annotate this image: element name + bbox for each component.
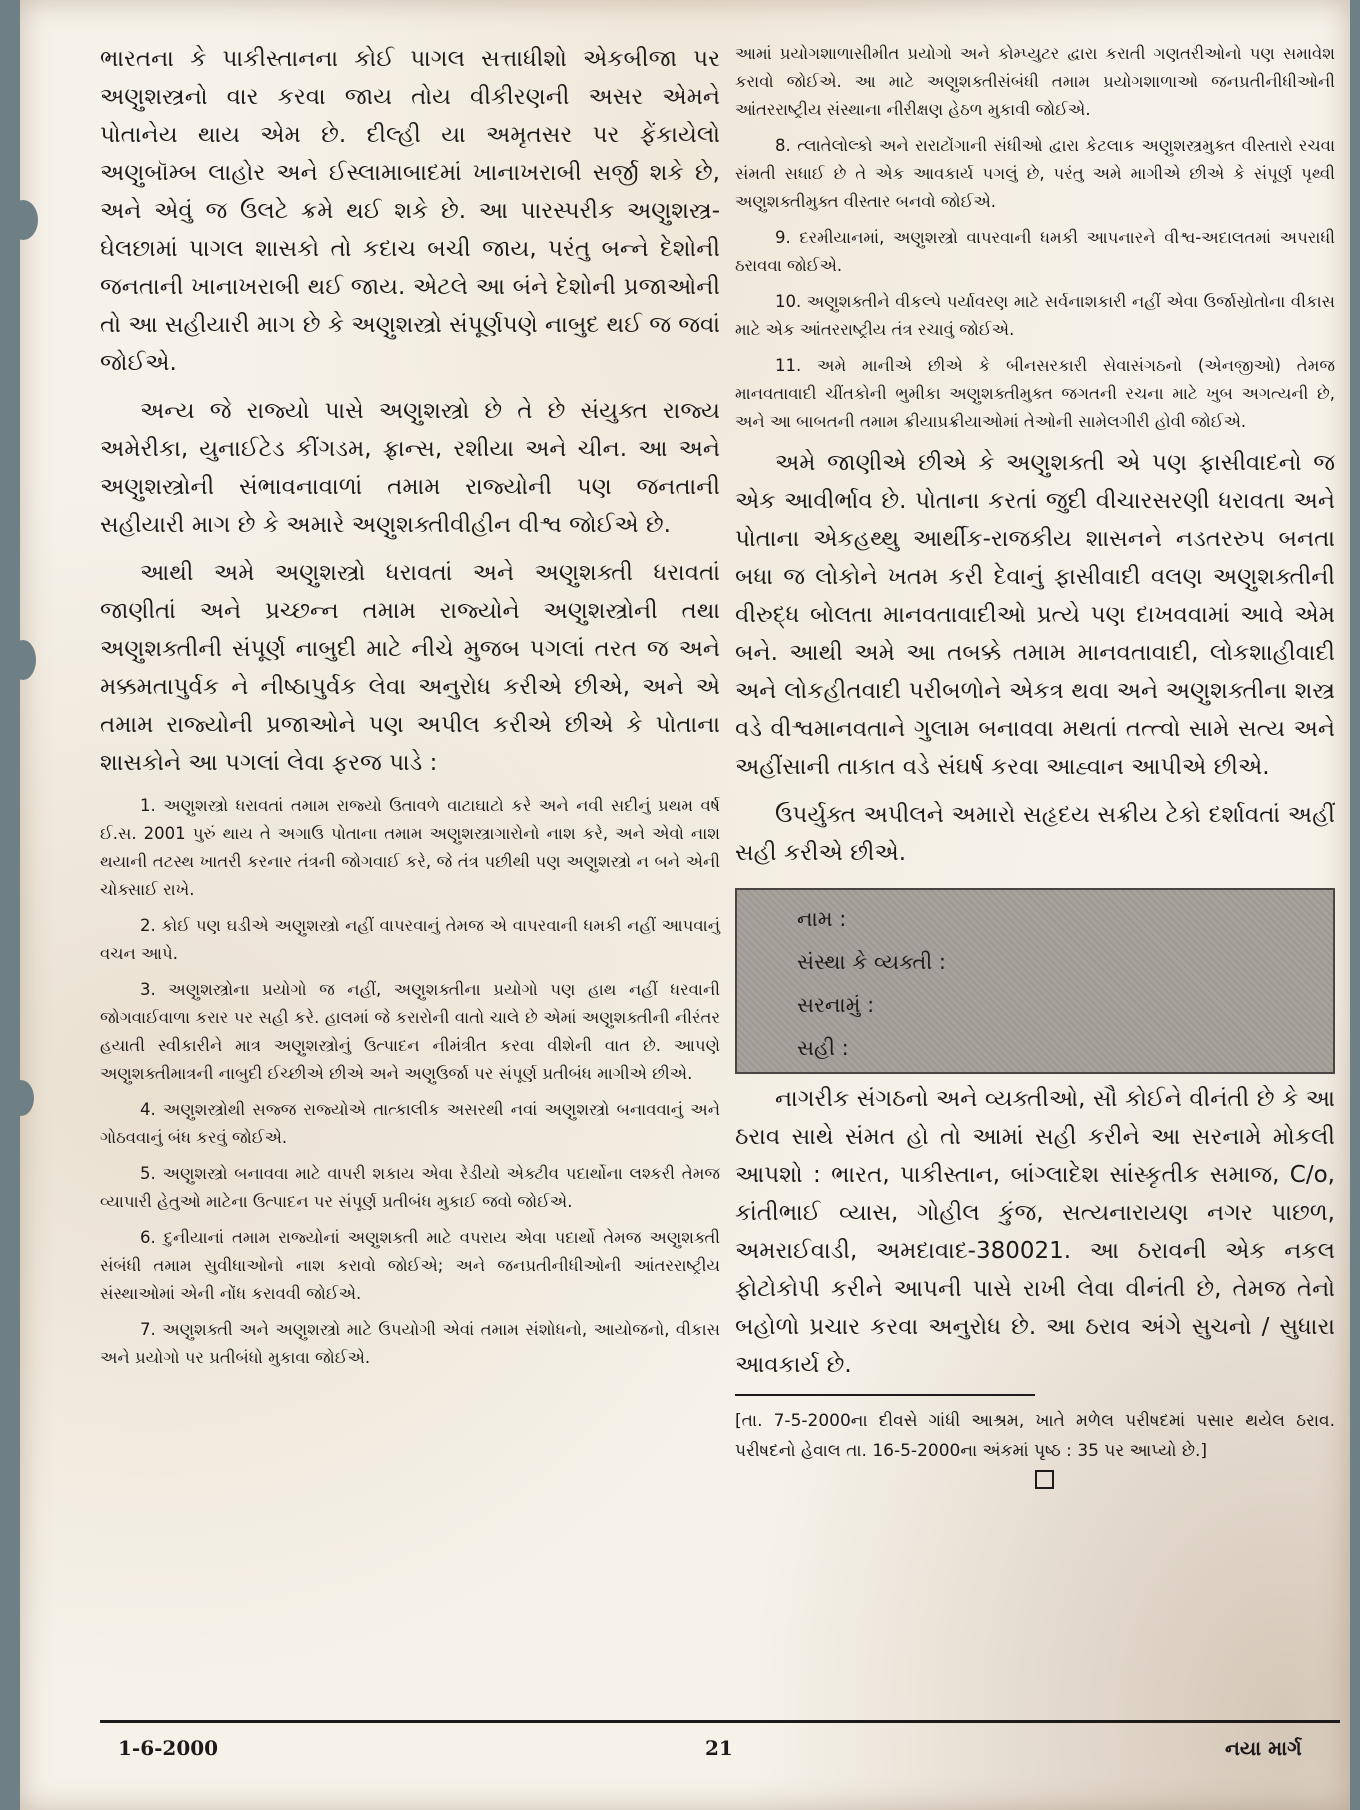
paragraph: આથી અમે અણુશસ્ત્રો ધરાવતાં અને અણુશક્તી ધરાવતાં જાણીતાં અને પ્રચ્છન્ન તમામ રાજ્યોને અણુશસ્ત્રોની તથા અણુશક્તીની સંપૂર્ણ નાબુદી માટે નીચે મુજબ પગલાં તરત જ અને મક્કમતાપુર્વક ને નીષ્ઠાપુર્વક લેવા અનુરોધ કરીએ છીએ, અને એ તમામ રાજ્યોની પ્રજાઓને પણ અપીલ કરીએ છીએ કે પોતાના શાસકોને આ પગલાં લેવા ફરજ પાડે : <box>100 560 720 776</box>
form-address-field[interactable]: સરનામું : <box>797 993 875 1017</box>
magazine-name: નયા માર્ગ <box>1225 1736 1302 1760</box>
paragraph: ભારતના કે પાકીસ્તાનના કોઈ પાગલ સત્તાધીશો એકબીજા પર અણુશસ્ત્રનો વાર કરવા જાય તોય વીકીરણની અસર એમને પોતાનેય થાય એમ છે. દીલ્હી યા અમૃતસર પર ફેંકાયેલો અણુબૉમ્બ લાહોર અને ઈસ્લામાબાદમાં ખાનાખરાબી સર્જી શકે છે, અને એવું જ ઉલટે ક્રમે થઈ શકે છે. આ પારસ્પરીક અણુશસ્ત્ર-ઘેલછામાં પાગલ શાસકો તો કદાચ બચી જાય, પરંતુ બન્ને દેશોની જનતાની ખાનાખરાબી થઈ જાય. એટલે આ બંને દેશોની પ્રજાઓની તો આ સહીયારી માગ છે કે અણુશસ્ત્રો સંપૂર્ણપણે નાબુદ થઈ જ જવાં જોઈએ. <box>100 46 720 376</box>
demand-item: 9. દરમીયાનમાં, અણુશસ્ત્રો વાપરવાની ધમકી આપનારને વીશ્વ-અદાલતમાં અપરાધી ઠરાવવા જોઈએ. <box>735 228 1335 275</box>
page-tear <box>8 200 38 240</box>
demand-item: 8. ત્લાતેલોલ્કો અને રારાટોંગાની સંધીઓ દ્વારા કેટલાક અણુશસ્ત્રમુક્ત વીસ્તારો રચવા સંમતી સધાઈ છે તે એક આવકાર્ય પગલું છે, પરંતુ અમે માગીએ છીએ કે સંપૂર્ણ પૃથ્વી અણુશક્તીમુક્ત વીસ્તાર બનવો જોઈએ. <box>735 136 1335 211</box>
form-name-field[interactable]: નામ : <box>797 907 847 931</box>
issue-date: 1-6-2000 <box>118 1736 219 1760</box>
form-org-field[interactable]: સંસ્થા કે વ્યક્તી : <box>797 950 947 974</box>
demand-item: 10. અણુશક્તીને વીકલ્પે પર્યાવરણ માટે સર્વનાશકારી નહીં એવા ઉર્જાસ્રોતોના વીકાસ માટે એક આંતરરાષ્ટ્રીય તંત્ર રચાવું જોઈએ. <box>735 292 1335 339</box>
page-tear <box>8 1080 34 1116</box>
demand-item: 4. અણુશસ્ત્રોથી સજ્જ રાજ્યોએ તાત્કાલીક અસરથી નવાં અણુશસ્ત્રો બનાવવાનું અને ગોઠવવાનું બંધ કરવું જોઈએ. <box>100 1100 720 1147</box>
left-column <box>100 40 720 1380</box>
paragraph: અમે જાણીએ છીએ કે અણુશક્તી એ પણ ફાસીવાદનો જ એક આવીર્ભાવ છે. પોતાના કરતાં જુદી વીચારસરણી ધરાવતા અને પોતાના એકહથ્થુ આર્થીક-રાજકીય શાસનને નડતરરુપ બનતા બધા જ લોકોને ખતમ કરી દેવાનું ફાસીવાદી વલણ અણુશક્તીની વીરુદ્ધ બોલતા માનવતાવાદીઓ પ્રત્યે પણ દાખવવામાં આવે એમ બને. આથી અમે આ તબક્કે તમામ માનવતાવાદી, લોકશાહીવાદી અને લોકહીતવાદી પરીબળોને એકત્ર થવા અને અણુશક્તીના શસ્ત્ર વડે વીશ્વમાનવતાને ગુલામ બનાવવા મથતાં તત્ત્વો સામે સત્ય અને અહીંસાની તાકાત વડે સંઘર્ષ કરવા આહ્વાન આપીએ છીએ. <box>735 450 1335 780</box>
end-mark-icon <box>1035 1470 1054 1489</box>
demand-item: 3. અણુશસ્ત્રોના પ્રયોગો જ નહીં, અણુશક્તીના પ્રયોગો પણ હાથ નહીં ધરવાની જોગવાઈવાળા કરાર પર સહી કરે. હાલમાં જે કરારોની વાતો ચાલે છે એમાં અણુશક્તીની નીરંતર હયાતી સ્વીકારીને માત્ર અણુશસ્ત્રોનું ઉત્પાદન નીમંત્રીત કરવા વીશેની વાત છે. આપણે અણુશક્તીમાત્રની નાબુદી ઈચ્છીએ છીએ અને અણુઉર્જા પર સંપૂર્ણ પ્રતીબંધ માગીએ છીએ. <box>100 980 720 1083</box>
paragraph: અન્ય જે રાજ્યો પાસે અણુશસ્ત્રો છે તે છે સંયુક્ત રાજ્ય અમેરીકા, યુનાઈટેડ કીંગડમ, ફ્રાન્સ, રશીયા અને ચીન. આ અને અણુશસ્ત્રોની સંભાવનાવાળાં તમામ રાજ્યોની પણ જનતાની સહીયારી માગ છે કે અમારે અણુશક્તીવીહીન વીશ્વ જોઈએ છે. <box>100 398 720 538</box>
demand-item: 1. અણુશસ્ત્રો ધરાવતાં તમામ રાજ્યો ઉતાવળે વાટાઘાટો કરે અને નવી સદીનું પ્રથમ વર્ષ ઈ.સ. 2001 પુરું થાય તે અગાઉ પોતાના તમામ અણુશસ્ત્રાગારોનો નાશ કરે, અને એવો નાશ થયાની તટસ્થ ખાતરી કરનાર તંત્રની જોગવાઈ કરે, જે તંત્ર પછીથી પણ અણુશસ્ત્રો ન બને એની ચોક્સાઈ રાખે. <box>100 796 720 899</box>
demand-item: 6. દુનીયાનાં તમામ રાજ્યોનાં અણુશક્તી માટે વપરાય એવા પદાર્થો તેમજ અણુશક્તી સંબંધી તમામ સુવીધાઓનો નાશ કરાવો જોઈએ; અને જનપ્રતીનીધીઓની આંતરરાષ્ટ્રીય સંસ્થાઓમાં એની નોંધ કરાવવી જોઈએ. <box>100 1228 720 1303</box>
signature-form <box>735 888 1335 1074</box>
footer-divider <box>100 1720 1340 1723</box>
divider <box>735 1394 1035 1396</box>
right-column <box>735 40 1335 1489</box>
demand-item: 11. અમે માનીએ છીએ કે બીનસરકારી સેવાસંગઠનો (એનજીઓ) તેમજ માનવતાવાદી ચીંતકોની ભુમીકા અણુશક્તીમુક્ત જગતની રચના માટે ખુબ અગત્યની છે, અને આ બાબતની તમામ ક્રીયાપ્રક્રીયાઓમાં તેઓની સામેલગીરી હોવી જોઈએ. <box>735 356 1335 431</box>
demand-item-continued: આમાં પ્રયોગશાળાસીમીત પ્રયોગો અને કોમ્પ્યુટર દ્વારા કરાતી ગણતરીઓનો પણ સમાવેશ કરાવો જોઈએ. આ માટે અણુશક્તીસંબંધી તમામ પ્રયોગશાળાઓ જનપ્રતીનીધીઓની આંતરરાષ્ટ્રીય સંસ્થાના નીરીક્ષણ હેઠળ મુકાવી જોઈએ. <box>735 44 1335 119</box>
form-signature-field[interactable]: સહી : <box>797 1036 849 1060</box>
paragraph: ઉપર્યુક્ત અપીલને અમારો સહૃદય સક્રીય ટેકો દર્શાવતાં અહીં સહી કરીએ છીએ. <box>735 802 1335 866</box>
demand-item: 2. કોઈ પણ ઘડીએ અણુશસ્ત્રો નહીં વાપરવાનું તેમજ એ વાપરવાની ધમકી નહીં આપવાનું વચન આપે. <box>100 916 720 963</box>
page-tear <box>10 640 36 680</box>
footnote: [તા. 7-5-2000ના દીવસે ગાંધી આશ્રમ, ખાતે મળેલ પરીષદમાં પસાર થયેલ ઠરાવ. પરીષદનો હેવાલ તા. 16-5-2000ના અંકમાં પૃષ્ઠ : 35 પર આપ્યો છે.] <box>735 1411 1335 1461</box>
paragraph: નાગરીક સંગઠનો અને વ્યક્તીઓ, સૌ કોઈને વીનંતી છે કે આ ઠરાવ સાથે સંમત હો તો આમાં સહી કરીને આ સરનામે મોકલી આપશો : ભારત, પાકીસ્તાન, બાંગ્લાદેશ સાંસ્કૃતીક સમાજ, C/o, કાંતીભાઈ વ્યાસ, ગોહીલ કુંજ, સત્યનારાયણ નગર પાછળ, અમરાઈવાડી, અમદાવાદ-380021. આ ઠરાવની એક નકલ ફોટોકોપી કરીને આપની પાસે રાખી લેવા વીનંતી છે, તેમજ તેનો બહોળો પ્રચાર કરવા અનુરોધ છે. આ ઠરાવ અંગે સુચનો / સુધારા આવકાર્ય છે. <box>735 1086 1335 1378</box>
page-number: 21 <box>705 1736 733 1760</box>
demand-item: 7. અણુશક્તી અને અણુશસ્ત્રો માટે ઉપયોગી એવાં તમામ સંશોધનો, આયોજનો, વીકાસ અને પ્રયોગો પર પ્રતીબંધો મુકાવા જોઈએ. <box>100 1320 720 1367</box>
magazine-page <box>20 0 1350 1810</box>
demand-item: 5. અણુશસ્ત્રો બનાવવા માટે વાપરી શકાય એવા રેડીયો એક્ટીવ પદાર્થોના લશ્કરી તેમજ વ્યાપારી હેતુઓ માટેના ઉત્પાદન પર સંપૂર્ણ પ્રતીબંધ મુકાઈ જવો જોઈએ. <box>100 1164 720 1211</box>
